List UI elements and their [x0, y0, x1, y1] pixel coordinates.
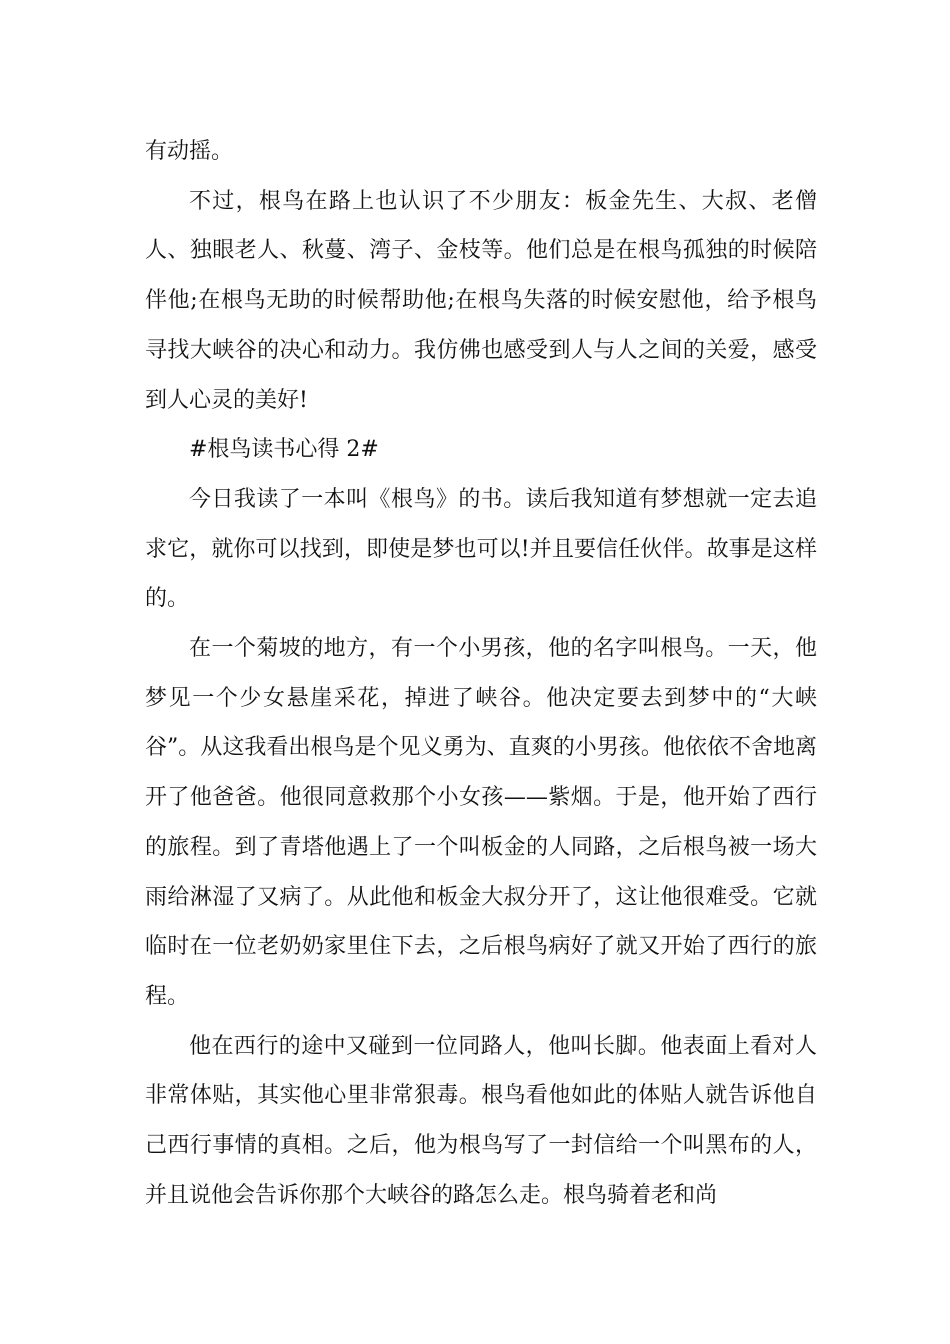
paragraph-story: 在一个菊坡的地方，有一个小男孩，他的名字叫根鸟。一天，他梦见一个少女悬崖采花，掉进了峡谷。他决定要去到梦中的“大峡谷”。从这我看出根鸟是个见义勇为、直爽的小男孩。他依依不舍地离开了他爸爸。他很同意救那个小女孩——紫烟。于是，他开始了西行的旅程。到了青塔他遇上了一个叫板金的人同路，之后根鸟被一场大雨给淋湿了又病了。从此他和板金大叔分开了，这让他很难受。它就临时在一位老奶奶家里住下去，之后根鸟病好了就又开始了西行的旅程。 [145, 636, 817, 1009]
paragraph-journey: 他在西行的途中又碰到一位同路人，他叫长脚。他表面上看对人非常体贴，其实他心里非常狠毒。根鸟看他如此的体贴人就告诉他自己西行事情的真相。之后，他为根鸟写了一封信给一个叫黑布的人，并且说他会告诉你那个大峡谷的路怎么走。根鸟骑着老和尚 [145, 1033, 817, 1208]
paragraph-intro: 今日我读了一本叫《根鸟》的书。读后我知道有梦想就一定去追求它，就你可以找到，即使是梦也可以!并且要信任伙伴。故事是这样的。 [145, 486, 817, 612]
paragraph-continuation: 有动摇。 [145, 139, 234, 164]
document-body [145, 127, 817, 1220]
section-heading: #根鸟读书心得 2# [189, 437, 379, 463]
paragraph-friends: 不过，根鸟在路上也认识了不少朋友：板金先生、大叔、老僧人、独眼老人、秋蔓、湾子、金枝等。他们总是在根鸟孤独的时候陪伴他;在根鸟无助的时候帮助他;在根鸟失落的时候安慰他，给予根鸟寻找大峡谷的决心和动力。我仿佛也感受到人与人之间的关爱，感受到人心灵的美好! [145, 188, 817, 413]
